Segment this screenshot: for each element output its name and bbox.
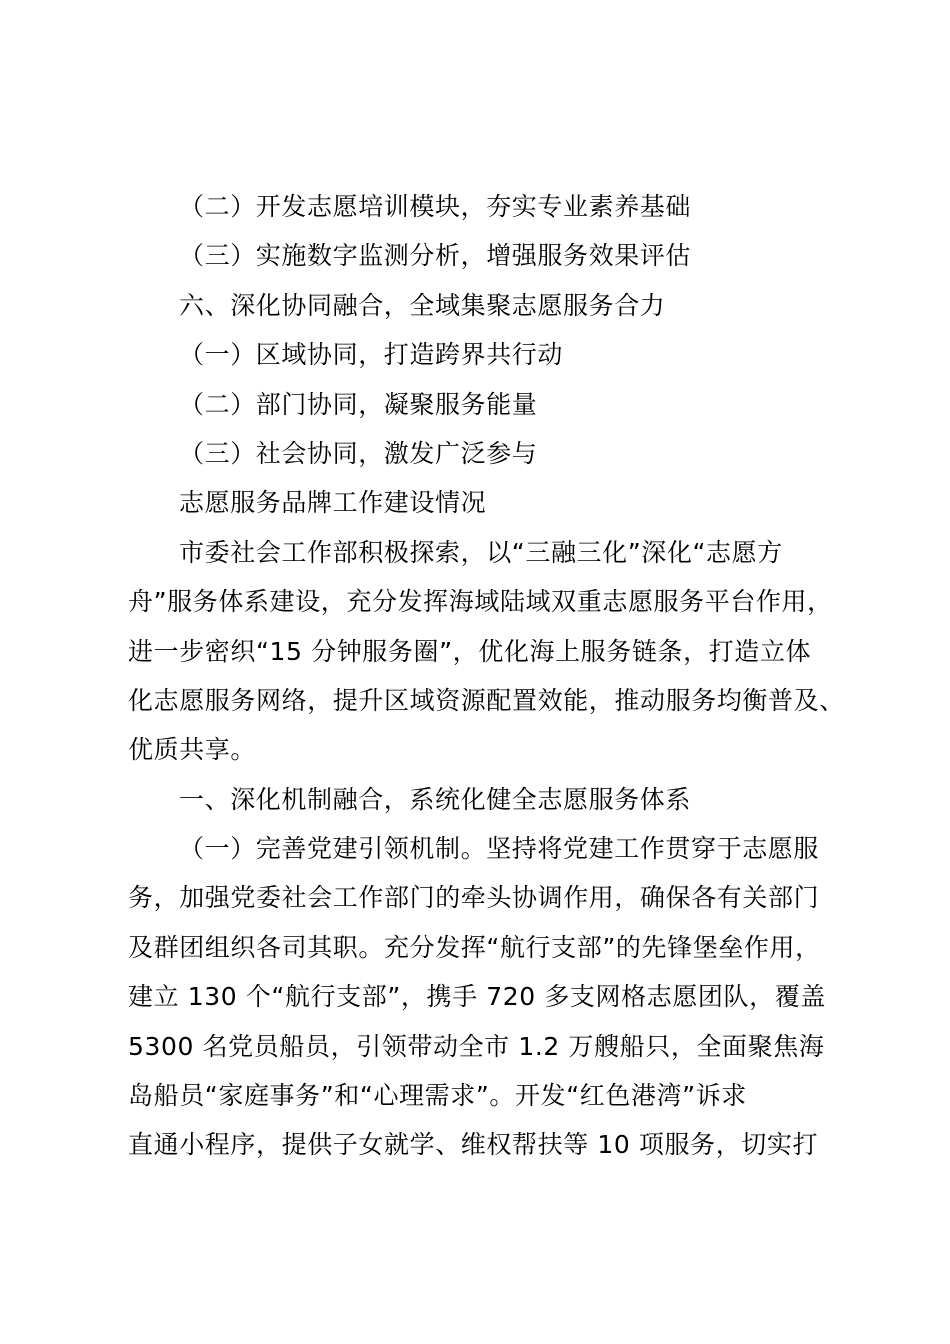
paragraph-line: 化志愿服务网络，提升区域资源配置效能，推动服务均衡普及、 — [128, 685, 845, 715]
paragraph-line: 进一步密织“15 分钟服务圈”，优化海上服务链条，打造立体 — [128, 636, 812, 666]
paragraph-line: 优质共享。 — [128, 735, 257, 765]
text-line: （二）开发志愿培训模块，夯实专业素养基础 — [179, 192, 692, 221]
section-heading: 六、深化协同融合，全域集聚志愿服务合力 — [179, 290, 666, 320]
text-line: （三）实施数字监测分析，增强服务效果评估 — [179, 241, 692, 271]
paragraph-line: 市委社会工作部积极探索，以“三融三化”深化“志愿方 — [179, 537, 783, 567]
paragraph-line: 5300 名党员船员，引领带动全市 1.2 万艘船只，全面聚焦海 — [128, 1031, 825, 1061]
text-line: （一）区域协同，打造跨界共行动 — [179, 340, 564, 370]
text-line: （三）社会协同，激发广泛参与 — [179, 438, 538, 468]
paragraph-line: 及群团组织各司其职。充分发挥“航行支部”的先锋堡垒作用， — [128, 932, 821, 962]
paragraph-line: 建立 130 个“航行支部”，携手 720 多支网格志愿团队，覆盖 — [128, 982, 826, 1012]
section-heading: 一、深化机制融合，系统化健全志愿服务体系 — [179, 784, 692, 814]
document-body — [128, 182, 858, 1170]
text-line: （二）部门协同，凝聚服务能量 — [179, 389, 538, 419]
paragraph-line: 务，加强党委社会工作部门的牵头协调作用，确保各有关部门 — [128, 883, 820, 913]
paragraph-line: 舟”服务体系建设，充分发挥海域陆域双重志愿服务平台作用， — [128, 587, 833, 617]
section-heading: 志愿服务品牌工作建设情况 — [179, 488, 487, 518]
paragraph-line: 岛船员“家庭事务”和“心理需求”。开发“红色港湾”诉求 — [128, 1081, 747, 1111]
paragraph-line: （一）完善党建引领机制。坚持将党建工作贯穿于志愿服 — [179, 834, 820, 864]
paragraph-line: 直通小程序，提供子女就学、维权帮扶等 10 项服务，切实打 — [128, 1130, 819, 1160]
